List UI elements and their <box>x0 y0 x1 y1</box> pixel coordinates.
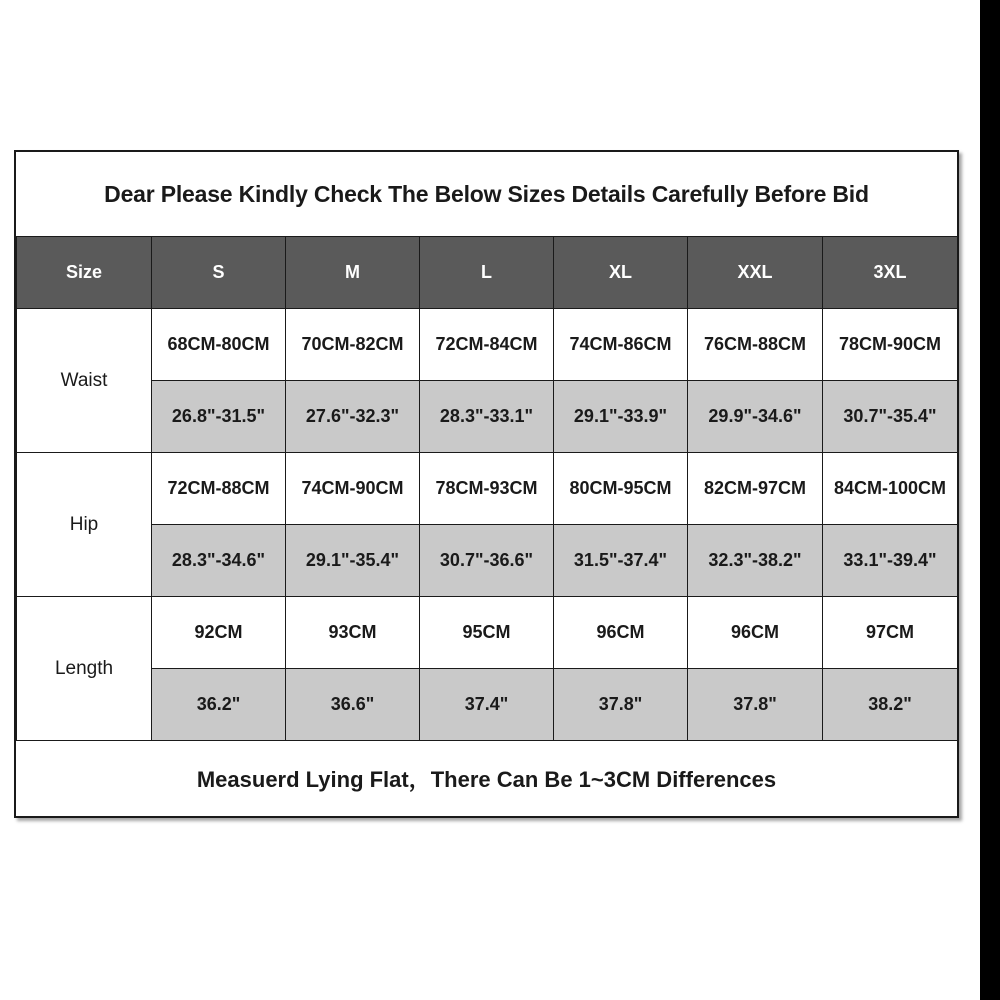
table-cell: 30.7"-35.4" <box>823 381 958 453</box>
table-cell: 74CM-90CM <box>286 453 420 525</box>
table-cell: 30.7"-36.6" <box>420 525 554 597</box>
table-header-row <box>17 237 958 309</box>
table-cell: 70CM-82CM <box>286 309 420 381</box>
table-cell: 37.4" <box>420 669 554 741</box>
table-cell: 32.3"-38.2" <box>688 525 823 597</box>
table-cell: 92CM <box>152 597 286 669</box>
size-table <box>16 236 958 741</box>
table-cell: 97CM <box>823 597 958 669</box>
header-size-xl: XL <box>554 237 688 309</box>
header-size-xxl: XXL <box>688 237 823 309</box>
table-cell: 78CM-90CM <box>823 309 958 381</box>
waist-label: Waist <box>17 309 152 453</box>
hip-label: Hip <box>17 453 152 597</box>
table-cell: 36.2" <box>152 669 286 741</box>
table-cell: 28.3"-33.1" <box>420 381 554 453</box>
table-cell: 29.1"-33.9" <box>554 381 688 453</box>
header-size-s: S <box>152 237 286 309</box>
length-inch-row <box>17 669 958 741</box>
waist-inch-row <box>17 381 958 453</box>
table-cell: 27.6"-32.3" <box>286 381 420 453</box>
right-edge-bar <box>980 0 1000 1000</box>
measurement-note: Measuerd Lying Flat，There Can Be 1~3CM Differences <box>196 766 777 792</box>
table-cell: 28.3"-34.6" <box>152 525 286 597</box>
table-cell: 26.8"-31.5" <box>152 381 286 453</box>
table-cell: 78CM-93CM <box>420 453 554 525</box>
table-cell: 37.8" <box>688 669 823 741</box>
header-size-label: Size <box>17 237 152 309</box>
table-cell: 76CM-88CM <box>688 309 823 381</box>
table-cell: 31.5"-37.4" <box>554 525 688 597</box>
chart-title: Dear Please Kindly Check The Below Sizes Details Carefully Before Bid <box>104 180 869 207</box>
length-label: Length <box>17 597 152 741</box>
waist-cm-row <box>17 309 958 381</box>
table-cell: 80CM-95CM <box>554 453 688 525</box>
table-cell: 74CM-86CM <box>554 309 688 381</box>
table-cell: 96CM <box>554 597 688 669</box>
table-cell: 95CM <box>420 597 554 669</box>
header-size-3xl: 3XL <box>823 237 958 309</box>
size-chart <box>14 150 959 818</box>
table-cell: 82CM-97CM <box>688 453 823 525</box>
table-cell: 37.8" <box>554 669 688 741</box>
table-cell: 68CM-80CM <box>152 309 286 381</box>
table-cell: 96CM <box>688 597 823 669</box>
table-cell: 29.9"-34.6" <box>688 381 823 453</box>
table-cell: 33.1"-39.4" <box>823 525 958 597</box>
table-cell: 38.2" <box>823 669 958 741</box>
hip-inch-row <box>17 525 958 597</box>
table-cell: 72CM-84CM <box>420 309 554 381</box>
length-cm-row <box>17 597 958 669</box>
table-cell: 84CM-100CM <box>823 453 958 525</box>
hip-cm-row <box>17 453 958 525</box>
table-cell: 93CM <box>286 597 420 669</box>
table-cell: 72CM-88CM <box>152 453 286 525</box>
table-cell: 29.1"-35.4" <box>286 525 420 597</box>
header-size-m: M <box>286 237 420 309</box>
table-cell: 36.6" <box>286 669 420 741</box>
header-size-l: L <box>420 237 554 309</box>
